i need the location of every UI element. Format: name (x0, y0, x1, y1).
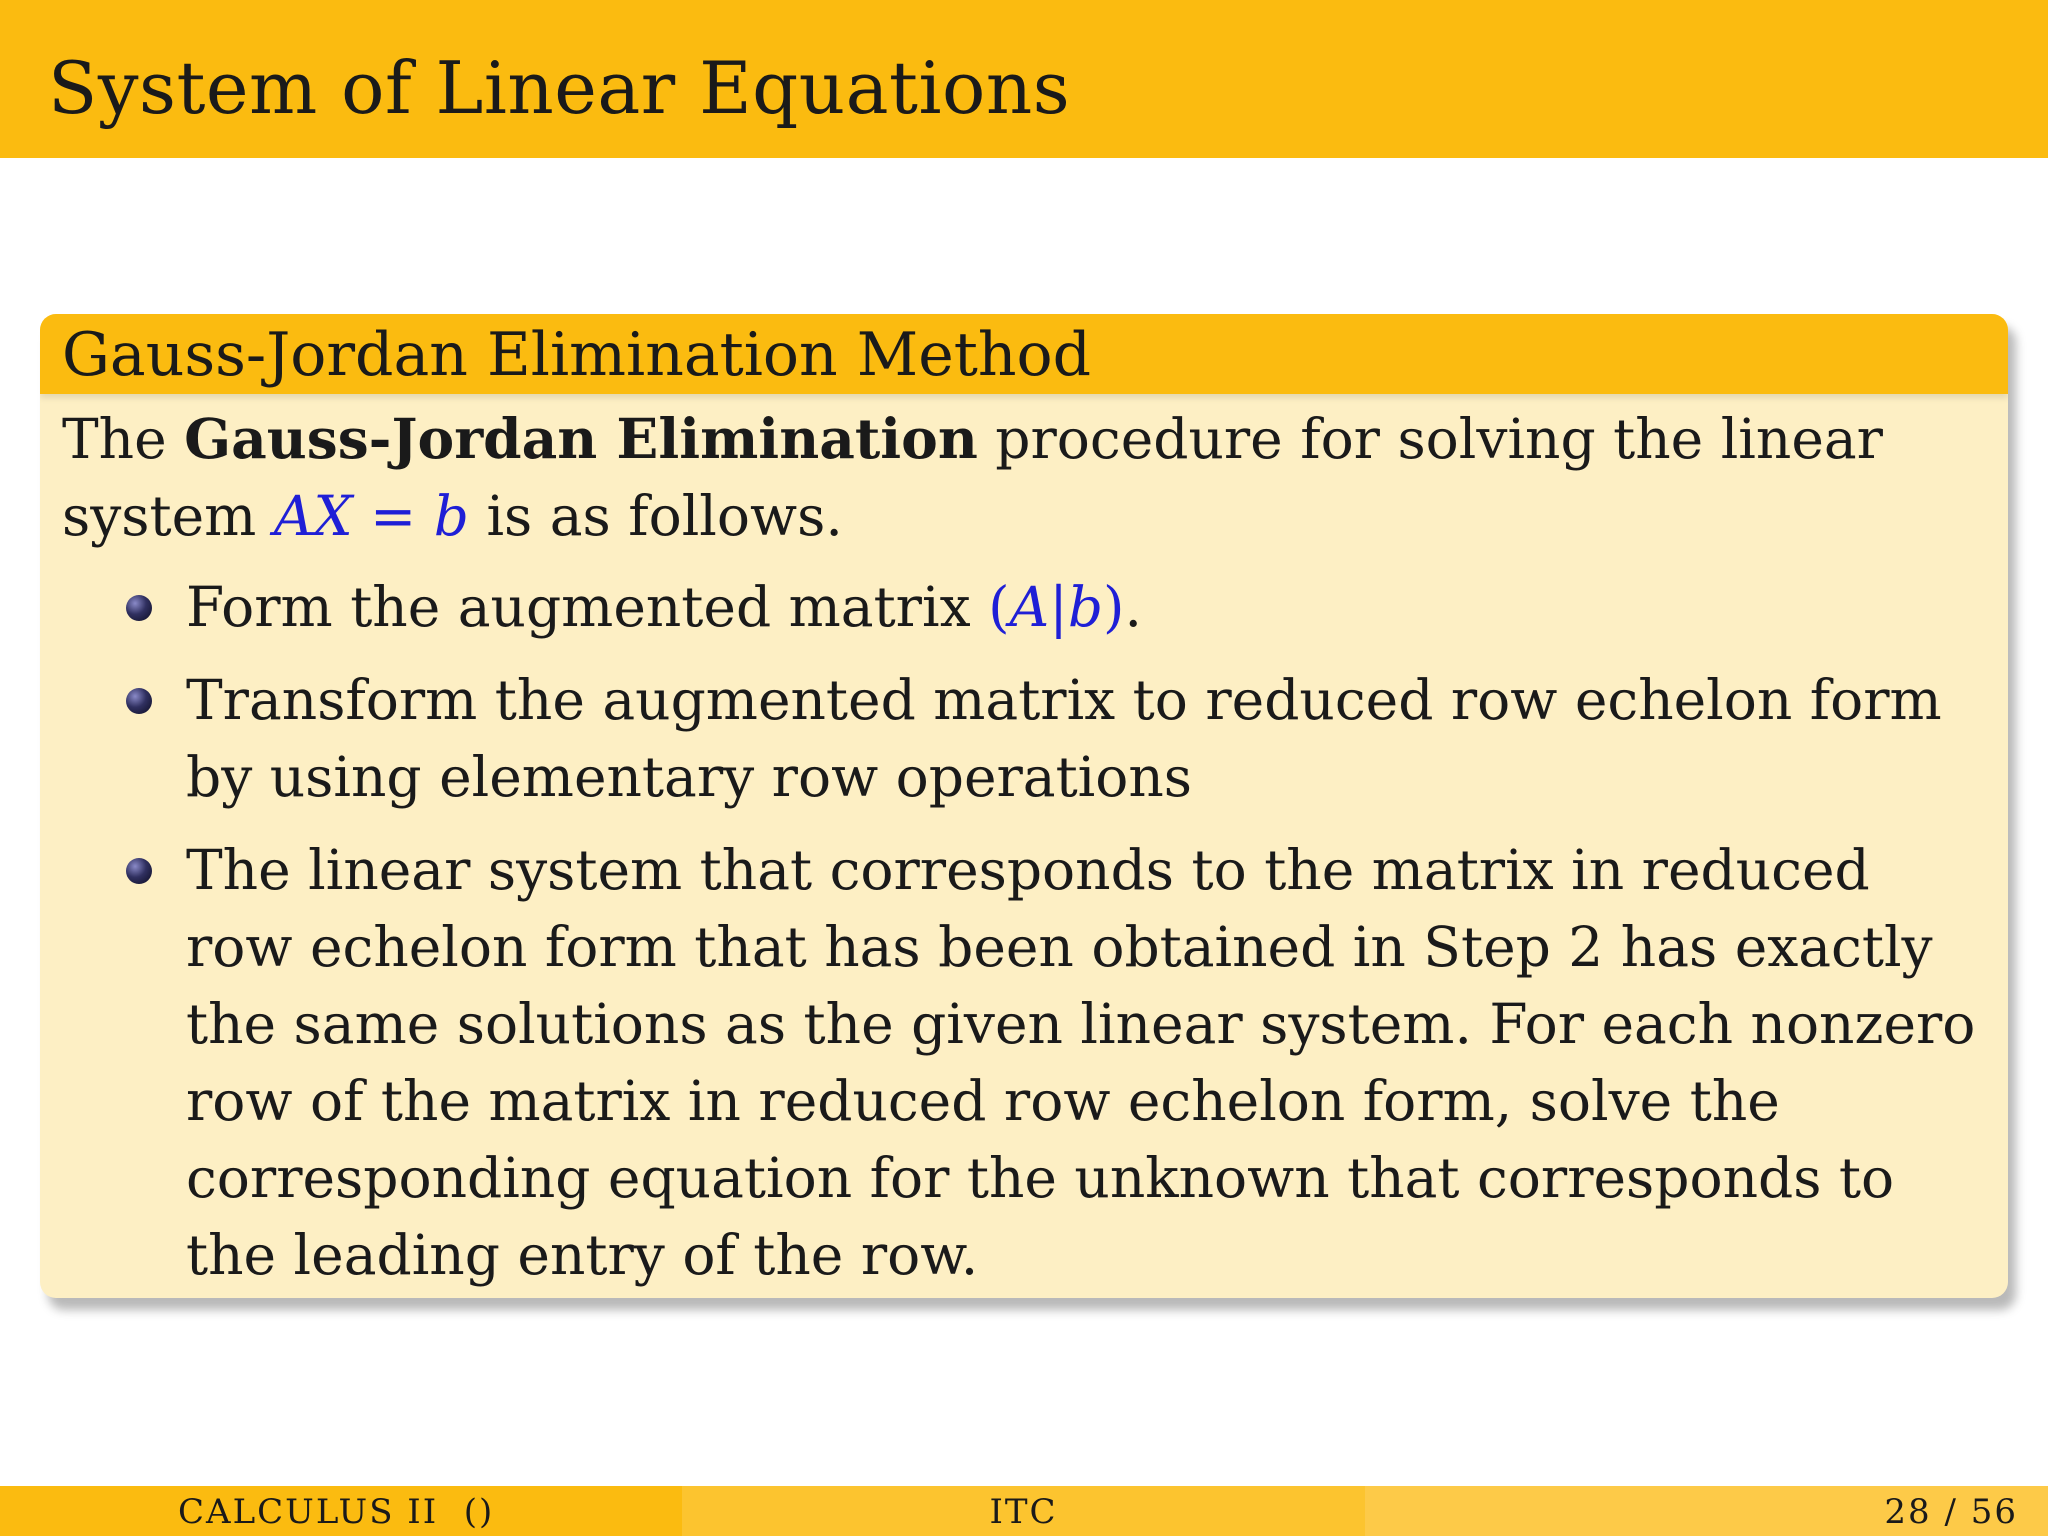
step-1-text: Form the augmented matrix (186, 575, 989, 639)
block-title: Gauss-Jordan Elimination Method (62, 320, 1091, 390)
equation-ax-b (274, 484, 469, 548)
block-body (40, 394, 2008, 1294)
bullet-icon (126, 688, 152, 714)
bullet-icon (126, 858, 152, 884)
intro-text-end: is as follows. (468, 484, 843, 548)
intro-paragraph (62, 400, 1984, 555)
intro-bold-term: Gauss-Jordan Elimination (184, 406, 978, 471)
step-3-text: The linear system that corresponds to the matrix in reduced row echelon form that has been obtained in Step 2 has exactly the same solutions as the given linear system. For each nonzero row of the matrix in reduced row echelon form, solve the corresponding equation for the unknown that corresponds to the leading entry of the row. (186, 838, 1976, 1287)
footer-institution: ITC (682, 1486, 1365, 1536)
vector-b: b (1067, 575, 1104, 639)
paren-close: ) (1103, 575, 1125, 639)
equation-operator: = (352, 484, 434, 548)
step-2-text: Transform the augmented matrix to reduced row echelon form by using elementary row operations (186, 668, 1942, 809)
frame-title-bar (0, 0, 2048, 158)
augmented-matrix-notation (988, 575, 1124, 639)
list-item (186, 832, 1984, 1294)
bullet-icon (126, 595, 152, 621)
steps-list (62, 569, 1984, 1294)
step-1-trail: . (1124, 575, 1142, 639)
theorem-block (40, 314, 2008, 1298)
list-item (186, 569, 1984, 646)
slide-title: System of Linear Equations (48, 46, 1071, 130)
equation-lhs: AX (273, 484, 353, 548)
matrix-a: A (1009, 575, 1050, 639)
paren-open: ( (988, 575, 1010, 639)
block-header (40, 314, 2008, 394)
footer-page-number: 28 / 56 (1365, 1486, 2048, 1536)
footer-bar (0, 1486, 2048, 1536)
intro-text-start: The (62, 407, 185, 471)
equation-rhs: b (433, 484, 469, 548)
footer-course: CALCULUS II () (0, 1486, 682, 1536)
augment-bar: | (1049, 575, 1068, 639)
intro-text-middle: procedure for solving the linear system (62, 407, 1883, 548)
list-item (186, 662, 1984, 816)
